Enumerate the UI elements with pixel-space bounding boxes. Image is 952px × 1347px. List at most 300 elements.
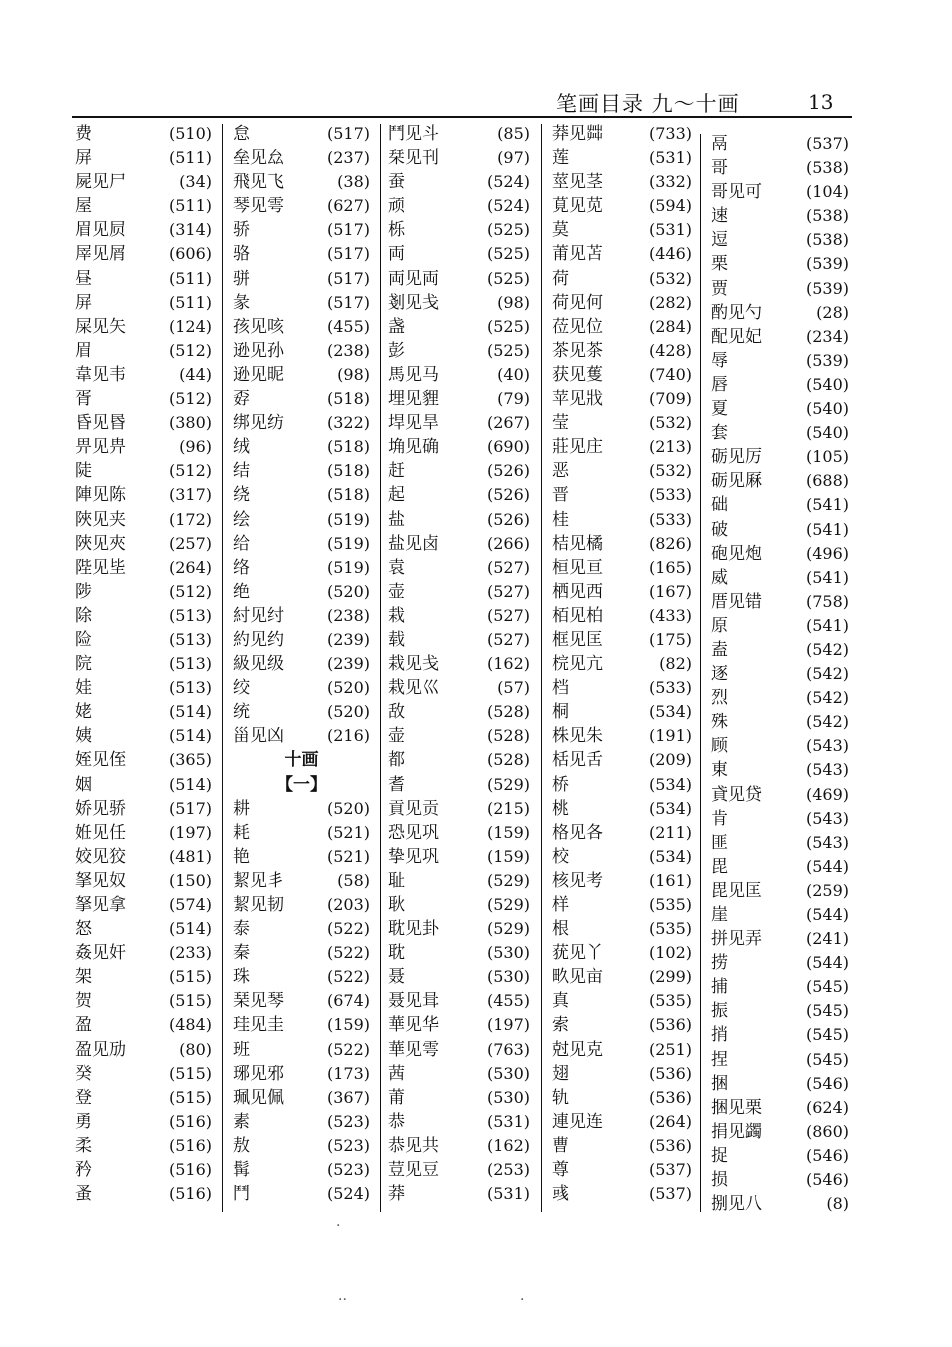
entry-page-ref: (517) (168, 798, 212, 818)
entry-page-ref: (525) (486, 340, 530, 360)
index-entry (552, 604, 692, 628)
entry-character: 桔见橘 (552, 533, 603, 554)
entry-page-ref: (522) (326, 1039, 370, 1059)
entry-character: 莽 (388, 1184, 405, 1205)
index-entry (388, 1013, 530, 1037)
entry-page-ref: (528) (486, 750, 530, 770)
entry-page-ref: (332) (648, 172, 692, 192)
entry-page-ref: (511) (168, 268, 212, 288)
entry-character: 屋 (75, 196, 92, 217)
entry-page-ref: (538) (805, 158, 849, 178)
entry-page-ref: (80) (179, 1039, 212, 1059)
entry-page-ref: (521) (326, 822, 370, 842)
entry-character: 屏 (75, 292, 92, 313)
entry-character: 砺见厉 (711, 447, 762, 468)
entry-character: 栽 (388, 605, 405, 626)
index-entry (711, 975, 849, 999)
entry-page-ref: (860) (805, 1121, 849, 1141)
index-entry (711, 518, 849, 542)
index-entry (75, 941, 212, 965)
index-entry (552, 194, 692, 218)
entry-page-ref: (150) (168, 870, 212, 890)
index-entry (233, 291, 370, 315)
entry-page-ref: (209) (648, 750, 692, 770)
entry-page-ref: (515) (168, 967, 212, 987)
index-entry (552, 483, 692, 507)
index-entry (552, 146, 692, 170)
entry-character: 威 (711, 567, 728, 588)
entry-character: 栝见舌 (552, 750, 603, 771)
entry-character: 壶 (388, 581, 405, 602)
index-entry (552, 1134, 692, 1158)
entry-character: 捕 (711, 977, 728, 998)
entry-character: 夏 (711, 399, 728, 420)
entry-character: 連见连 (552, 1111, 603, 1132)
entry-character: 梡见亢 (552, 654, 603, 675)
index-entry (75, 700, 212, 724)
column-divider (541, 124, 542, 1212)
scan-mark: ·· (338, 1292, 347, 1308)
entry-page-ref: (172) (168, 509, 212, 529)
index-entry (388, 676, 530, 700)
entry-page-ref: (535) (648, 991, 692, 1011)
index-entry (711, 590, 849, 614)
entry-page-ref: (165) (648, 557, 692, 577)
entry-page-ref: (540) (805, 423, 849, 443)
entry-character: 東 (711, 760, 728, 781)
entry-page-ref: (531) (486, 1111, 530, 1131)
entry-character: 怒 (75, 919, 92, 940)
entry-character: 莅见位 (552, 316, 603, 337)
index-entry (388, 1086, 530, 1110)
index-entry (233, 387, 370, 411)
entry-page-ref: (531) (648, 148, 692, 168)
column-divider (380, 124, 381, 1212)
entry-page-ref: (539) (805, 278, 849, 298)
index-entry (552, 652, 692, 676)
entry-page-ref: (545) (805, 977, 849, 997)
index-entry (75, 1086, 212, 1110)
entry-character: 耿 (388, 895, 405, 915)
entry-page-ref: (535) (648, 919, 692, 939)
entry-page-ref: (538) (805, 206, 849, 226)
entry-character: 骄 (233, 220, 250, 241)
index-entry (233, 242, 370, 266)
index-entry (388, 532, 530, 556)
entry-page-ref: (540) (805, 374, 849, 394)
entry-page-ref: (539) (805, 350, 849, 370)
index-entry (388, 267, 530, 291)
entry-page-ref: (523) (326, 1135, 370, 1155)
index-entry (75, 339, 212, 363)
entry-character: 畂见亩 (552, 967, 603, 988)
entry-character: 珮见佩 (233, 1087, 284, 1108)
entry-page-ref: (513) (168, 605, 212, 625)
entry-page-ref: (529) (486, 774, 530, 794)
entry-character: 耻 (388, 870, 405, 891)
entry-page-ref: (543) (805, 832, 849, 852)
entry-page-ref: (534) (648, 774, 692, 794)
entry-page-ref: (481) (168, 846, 212, 866)
index-entry (233, 122, 370, 146)
entry-character: 勇 (75, 1111, 92, 1132)
entry-page-ref: (259) (805, 880, 849, 900)
index-entry (552, 339, 692, 363)
entry-page-ref: (539) (805, 254, 849, 274)
index-entry (233, 821, 370, 845)
index-entry (711, 783, 849, 807)
index-entry (552, 1110, 692, 1134)
index-entry (552, 773, 692, 797)
entry-page-ref: (257) (168, 533, 212, 553)
entry-character: 莆 (388, 1087, 405, 1108)
index-entry (552, 1086, 692, 1110)
entry-character: 贺 (75, 991, 92, 1012)
entry-character: 桐 (552, 702, 569, 723)
index-entry (233, 556, 370, 580)
index-entry (711, 614, 849, 638)
entry-page-ref: (546) (805, 1170, 849, 1190)
entry-page-ref: (514) (168, 702, 212, 722)
entry-page-ref: (314) (168, 220, 212, 240)
index-entry (75, 1013, 212, 1037)
index-entry (388, 291, 530, 315)
entry-page-ref: (380) (168, 413, 212, 433)
entry-character: 荷见何 (552, 292, 603, 313)
entry-page-ref: (515) (168, 1087, 212, 1107)
entry-page-ref: (8) (826, 1194, 849, 1214)
index-entry (75, 1158, 212, 1182)
index-entry (388, 1134, 530, 1158)
entry-page-ref: (529) (486, 895, 530, 914)
index-entry (388, 1182, 530, 1206)
index-entry (233, 1013, 370, 1037)
entry-character: 砺见厤 (711, 471, 762, 492)
entry-character: 彧 (552, 1184, 569, 1205)
entry-character: 恐见巩 (388, 822, 439, 843)
entry-page-ref: (533) (648, 485, 692, 505)
entry-character: 胥 (75, 389, 92, 410)
entry-page-ref: (96) (179, 437, 212, 457)
index-entry (711, 301, 849, 325)
entry-character: 载 (388, 629, 405, 650)
entry-character: 耕 (233, 798, 250, 819)
entry-character: 怠 (233, 124, 250, 144)
entry-page-ref: (674) (326, 991, 370, 1011)
index-entry (388, 604, 530, 628)
entry-character: 蚕 (388, 172, 405, 193)
entry-page-ref: (203) (326, 895, 370, 914)
entry-character: 昼 (75, 268, 92, 289)
index-entry (552, 965, 692, 989)
entry-character: 莫 (552, 220, 569, 241)
index-entry (75, 508, 212, 532)
entry-character: 彭 (388, 340, 405, 361)
index-entry (75, 459, 212, 483)
index-entry (552, 363, 692, 387)
index-entry (711, 1072, 849, 1096)
index-entry (233, 532, 370, 556)
entry-character: 盈 (75, 1015, 92, 1036)
index-entry (75, 580, 212, 604)
entry-page-ref: (541) (805, 519, 849, 539)
entry-page-ref: (546) (805, 1145, 849, 1165)
entry-character: 桥 (552, 774, 569, 795)
entry-character: 辱 (711, 350, 728, 371)
index-entry (552, 700, 692, 724)
entry-page-ref: (161) (648, 870, 692, 890)
entry-page-ref: (518) (326, 437, 370, 457)
entry-page-ref: (317) (168, 485, 212, 505)
entry-page-ref: (536) (648, 1015, 692, 1035)
entry-page-ref: (528) (486, 726, 530, 746)
entry-character: 耆 (388, 774, 405, 795)
entry-page-ref: (515) (168, 1063, 212, 1083)
index-entry (388, 387, 530, 411)
entry-character: 登 (75, 1087, 92, 1108)
index-entry (552, 797, 692, 821)
entry-page-ref: (541) (805, 567, 849, 587)
entry-character: 捞 (711, 953, 728, 974)
entry-page-ref: (517) (326, 292, 370, 312)
entry-character: 耽见卦 (388, 919, 439, 940)
entry-character: 逐 (711, 664, 728, 685)
index-entry (75, 893, 212, 917)
column-divider (700, 134, 701, 1212)
entry-character: 姣见狡 (75, 846, 126, 867)
page-number: 13 (808, 90, 834, 114)
index-entry (711, 1120, 849, 1144)
entry-character: 根 (552, 919, 569, 940)
entry-character: 除 (75, 605, 92, 626)
index-entry (75, 194, 212, 218)
index-entry (711, 156, 849, 180)
entry-character: 捏 (711, 1049, 728, 1070)
entry-page-ref: (484) (168, 1015, 212, 1035)
section-heading: 十画 (284, 750, 319, 771)
entry-page-ref: (518) (326, 485, 370, 505)
entry-character: 盍 (711, 639, 728, 660)
entry-character: 轨 (552, 1087, 569, 1108)
index-entry (233, 700, 370, 724)
entry-page-ref: (241) (805, 929, 849, 949)
entry-page-ref: (511) (168, 148, 212, 168)
index-entry (75, 965, 212, 989)
entry-page-ref: (533) (648, 509, 692, 529)
entry-character: 毘见匡 (711, 880, 762, 901)
entry-page-ref: (516) (168, 1111, 212, 1131)
entry-page-ref: (540) (805, 399, 849, 419)
entry-page-ref: (545) (805, 1001, 849, 1021)
entry-page-ref: (524) (486, 172, 530, 192)
entry-character: 唇 (711, 374, 728, 395)
entry-character: 盏 (388, 316, 405, 337)
entry-character: 尅见克 (552, 1039, 603, 1060)
entry-character: 級见级 (233, 654, 284, 675)
index-entry (552, 459, 692, 483)
entry-page-ref: (446) (648, 244, 692, 264)
entry-page-ref: (519) (326, 557, 370, 577)
entry-character: 聂见咠 (388, 991, 439, 1012)
entry-character: 捆见栗 (711, 1097, 762, 1118)
entry-page-ref: (516) (168, 1160, 212, 1180)
index-entry (552, 821, 692, 845)
index-entry (711, 686, 849, 710)
index-entry (388, 724, 530, 748)
entry-character: 貣见贷 (711, 784, 762, 805)
entry-character: 络 (233, 557, 250, 578)
entry-page-ref: (535) (648, 895, 692, 914)
index-entry (711, 180, 849, 204)
index-entry (552, 532, 692, 556)
entry-character: 酌见勺 (711, 302, 762, 323)
index-entry (552, 1013, 692, 1037)
entry-page-ref: (542) (805, 664, 849, 684)
index-entry (388, 483, 530, 507)
entry-page-ref: (513) (168, 629, 212, 649)
entry-page-ref: (322) (326, 413, 370, 433)
entry-page-ref: (159) (486, 846, 530, 866)
index-entry (388, 242, 530, 266)
index-entry (388, 315, 530, 339)
index-entry (552, 267, 692, 291)
index-entry (75, 315, 212, 339)
entry-page-ref: (213) (648, 437, 692, 457)
index-entry (388, 194, 530, 218)
entry-page-ref: (530) (486, 1087, 530, 1107)
entry-character: 捐见蠲 (711, 1121, 762, 1142)
index-entry (552, 218, 692, 242)
index-entry (711, 469, 849, 493)
scan-mark: · (336, 1218, 341, 1234)
index-entry (75, 556, 212, 580)
entry-character: 珪见圭 (233, 1015, 284, 1036)
entry-page-ref: (513) (168, 654, 212, 674)
entry-character: 配见妃 (711, 326, 762, 347)
entry-page-ref: (624) (805, 1097, 849, 1117)
index-entry (75, 1038, 212, 1062)
index-entry (233, 1038, 370, 1062)
index-entry (233, 146, 370, 170)
entry-character: 約见约 (233, 629, 284, 650)
entry-character: 栽见戋 (388, 654, 439, 675)
entry-page-ref: (606) (168, 244, 212, 264)
index-entry (388, 218, 530, 242)
entry-character: 耗 (233, 822, 250, 843)
entry-page-ref: (826) (648, 533, 692, 553)
entry-page-ref: (594) (648, 196, 692, 216)
entry-character: 给 (233, 533, 250, 554)
index-entry (388, 989, 530, 1013)
entry-page-ref: (512) (168, 340, 212, 360)
entry-character: 姙见任 (75, 822, 126, 843)
entry-page-ref: (197) (168, 822, 212, 842)
entry-character: 眉 (75, 340, 92, 361)
entry-page-ref: (124) (168, 316, 212, 336)
index-entry (388, 941, 530, 965)
entry-character: 贾 (711, 278, 728, 299)
entry-page-ref: (513) (168, 678, 212, 698)
entry-page-ref: (284) (648, 316, 692, 336)
entry-page-ref: (367) (326, 1087, 370, 1107)
index-entry (388, 652, 530, 676)
entry-character: 绞 (233, 678, 250, 699)
entry-page-ref: (238) (326, 340, 370, 360)
entry-page-ref: (175) (648, 629, 692, 649)
entry-character: 癸 (75, 1063, 92, 1084)
entry-page-ref: (85) (497, 124, 530, 143)
index-entry (552, 122, 692, 146)
entry-page-ref: (511) (168, 292, 212, 312)
index-entry (233, 315, 370, 339)
index-entry (711, 855, 849, 879)
entry-character: 格见各 (552, 822, 603, 843)
index-column-2 (233, 122, 370, 1206)
index-entry (75, 989, 212, 1013)
entry-character: 捎 (711, 1025, 728, 1046)
entry-character: 拏见拿 (75, 895, 126, 915)
entry-page-ref: (533) (648, 678, 692, 698)
entry-character: 盐 (388, 509, 405, 530)
entry-character: 艳 (233, 846, 250, 867)
index-entry (233, 1110, 370, 1134)
entry-page-ref: (543) (805, 736, 849, 756)
entry-character: 埆见确 (388, 437, 439, 458)
index-entry (233, 893, 370, 917)
entry-page-ref: (455) (486, 991, 530, 1011)
entry-page-ref: (162) (486, 1135, 530, 1155)
entry-page-ref: (514) (168, 919, 212, 939)
entry-character: 蚤 (75, 1184, 92, 1205)
index-entry (75, 435, 212, 459)
entry-page-ref: (496) (805, 543, 849, 563)
index-entry (75, 170, 212, 194)
entry-character: 秦 (233, 943, 250, 964)
index-entry (75, 724, 212, 748)
entry-page-ref: (543) (805, 808, 849, 828)
entry-page-ref: (98) (337, 364, 370, 384)
entry-page-ref: (82) (659, 654, 692, 674)
entry-page-ref: (758) (805, 591, 849, 611)
index-entry (711, 927, 849, 951)
entry-page-ref: (519) (326, 509, 370, 529)
entry-page-ref: (530) (486, 1063, 530, 1083)
entry-character: 姦见奸 (75, 943, 126, 964)
entry-character: 绘 (233, 509, 250, 530)
entry-character: 孩见咳 (233, 316, 284, 337)
entry-character: 孬 (233, 389, 250, 410)
index-entry (75, 821, 212, 845)
index-entry (75, 845, 212, 869)
entry-page-ref: (520) (326, 702, 370, 722)
entry-character: 崖 (711, 905, 728, 925)
entry-page-ref: (532) (648, 268, 692, 288)
entry-character: 栎 (388, 220, 405, 241)
index-entry (711, 1144, 849, 1168)
entry-character: 昏见昬 (75, 413, 126, 434)
entry-page-ref: (233) (168, 943, 212, 963)
entry-page-ref: (545) (805, 1049, 849, 1069)
index-entry (711, 1048, 849, 1072)
entry-page-ref: (514) (168, 774, 212, 794)
header-rule (72, 116, 852, 118)
index-entry (233, 411, 370, 435)
entry-character: 娇见骄 (75, 798, 126, 819)
entry-page-ref: (536) (648, 1063, 692, 1083)
index-entry (552, 1182, 692, 1206)
entry-character: 砲见炮 (711, 543, 762, 564)
entry-page-ref: (522) (326, 919, 370, 939)
